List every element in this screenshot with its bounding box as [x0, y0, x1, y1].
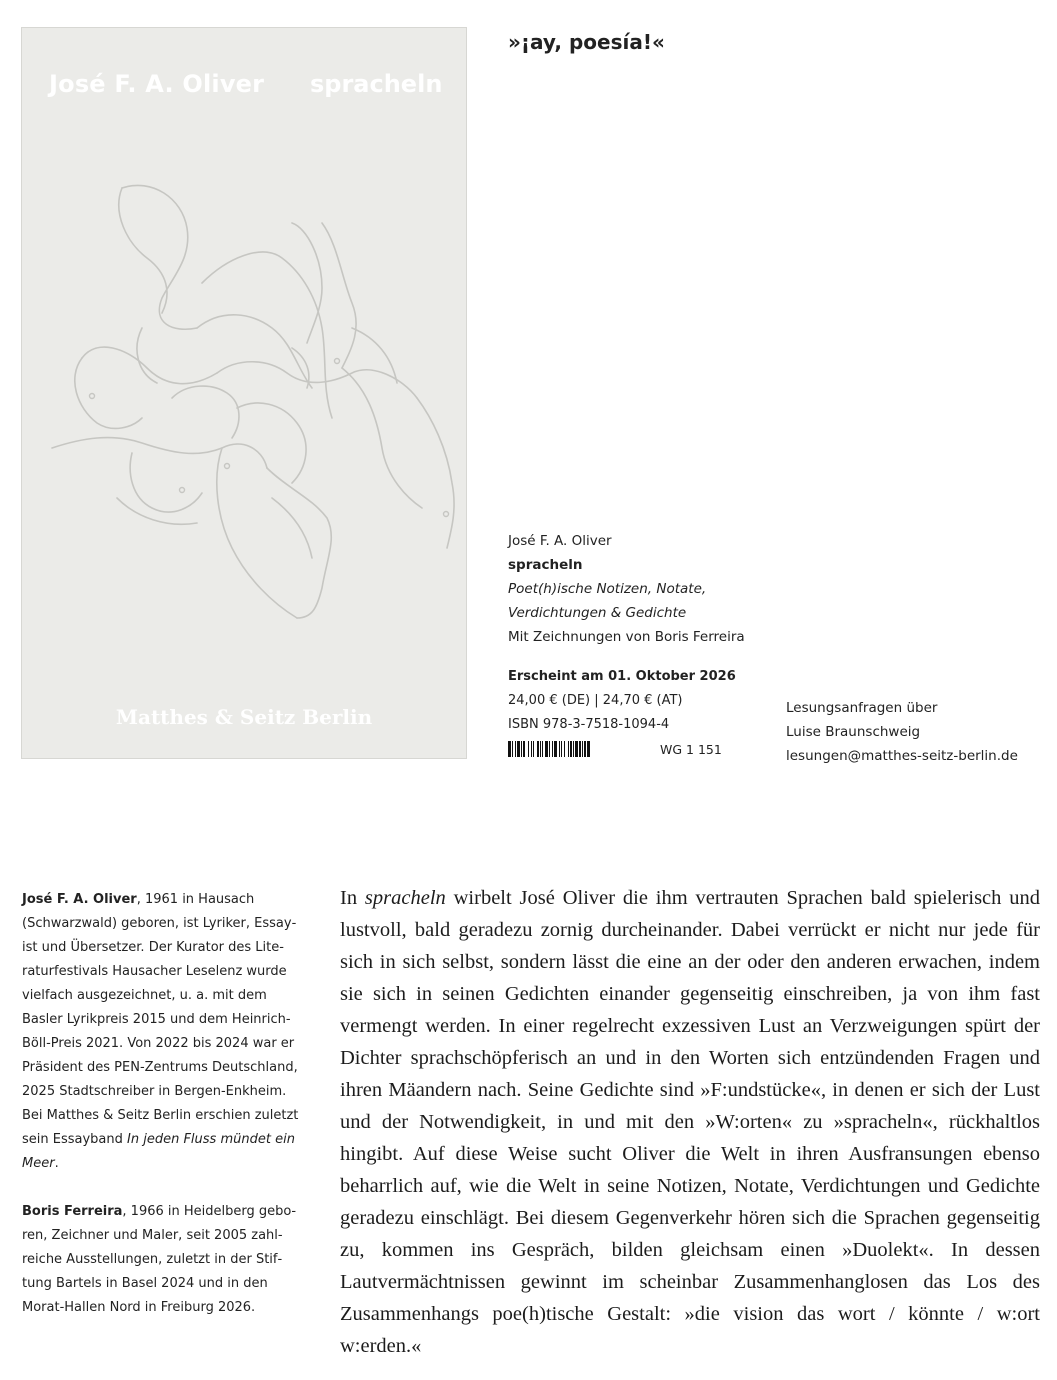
isbn-value: 978-3-7518-1094-4	[542, 717, 670, 732]
description-text: wirbelt José Oliver die ihm vertrauten Sprachen bald spielerisch und lustvoll, bald geradezu zornig durcheinander. Dabei verrückt er nicht nur jede für sich in sich selbst, sondern lässt die eine an der oder den anderen erwachen, indem sie sich in seinen Gedichten einander gegenseitig einschreiben, ja von ihm fast vermengt werden. In einer regelrecht exzessiven Lust an Verzweigungen spürt der Dichter sprachschöpferisch an und in den Worten sich entzündenden Fragen und ihren Mäandern nach. Seine Gedichte sind »F:undstücke«, in denen er sich der Lust und der Notwendigkeit, in und mit den »W:orten« zu »spracheln«, rückhaltlos hingibt. Auf diese Weise sucht Oliver die Welt in ihren Ausfransungen ebenso beharrlich auf, wie die Welt in seine Notizen, Notate, Verdichtungen und Gedichte geradezu einschlägt. Bei diesem Gegenverkehr hören sich die Sprachen gegenseitig zu, kommen ins Gespräch, bilden gleichsam einen »Duolekt«. In dessen Lautvermächtnissen gewinnt im scheinbar Zusammenhanglosen das Los des Zusammenhangs poe(h)tische Gestalt: »die vision das wort / könnte / w:ort w:erden.«	[340, 887, 1040, 1357]
barcode-icon	[508, 741, 652, 757]
book-info	[508, 529, 745, 761]
contact-email[interactable]: lesungen@matthes-seitz-berlin.de	[786, 748, 1018, 764]
price-line	[508, 689, 745, 713]
bio-oliver-name: José F. A. Oliver	[22, 892, 137, 907]
book-cover	[21, 27, 467, 759]
price-separator: |	[594, 693, 603, 708]
biographies	[22, 888, 304, 1344]
wg-code: WG 1 151	[660, 741, 722, 757]
info-subtitle-1: Poet(h)ische Notizen, Notate,	[508, 581, 707, 597]
bio-oliver-text: , 1961 in Hausach (Schwarzwald) geboren, ist Lyriker, Essayist und Übersetzer. Der Kurator des Literaturfestivals Hausacher Leselenz wurde vielfach ausgezeichnet, u. a. mit dem Basler Lyrikpreis 2015 und dem Heinrich-Böll-Preis 2021. Von 2022 bis 2024 war er Präsident des PEN-Zentrums Deutschland, 2025 Stadtschreiber in Bergen-Enkheim. Bei Matthes & Seitz Berlin erschien zuletzt sein Essayband	[22, 892, 299, 1147]
page-heading: »¡ay, poesía!«	[508, 30, 665, 54]
isbn-line	[508, 713, 745, 737]
cover-author: José F. A. Oliver	[49, 70, 265, 98]
info-title: spracheln	[508, 557, 583, 573]
bio-ferreira-text: , 1966 in Heidelberg geboren, Zeichner und Maler, seit 2005 zahlreiche Ausstellungen, zuletzt in der Stiftung Bartels in Basel 2024 und in den Morat-Hallen Nord in Freiburg 2026.	[22, 1204, 297, 1315]
description-lead: In	[340, 887, 365, 909]
price-at: 24,70 € (AT)	[602, 693, 683, 708]
cover-publisher: Matthes & Seitz Berlin	[115, 705, 373, 729]
bio-ferreira	[22, 1200, 304, 1320]
description-title: spracheln	[364, 887, 446, 909]
contact-line-1: Lesungsanfragen über	[786, 700, 938, 716]
book-description	[340, 882, 1040, 1362]
isbn-label: ISBN	[508, 717, 539, 732]
contact-name: Luise Braunschweig	[786, 724, 921, 740]
info-author: José F. A. Oliver	[508, 533, 612, 549]
info-illustrations: Mit Zeichnungen von Boris Ferreira	[508, 629, 745, 645]
bio-oliver	[22, 888, 304, 1176]
bio-oliver-book: In jeden Fluss mündet ein Meer	[22, 1132, 295, 1171]
bio-oliver-end: .	[54, 1156, 59, 1171]
cover-title: spracheln	[310, 70, 443, 98]
release-block	[508, 665, 745, 761]
price-de: 24,00 € (DE)	[508, 693, 591, 708]
barcode-row	[508, 737, 745, 761]
bio-ferreira-name: Boris Ferreira	[22, 1204, 123, 1219]
description-paragraph	[340, 882, 1040, 1362]
line-drawing-figure-icon	[22, 28, 468, 760]
reading-requests	[786, 696, 1018, 768]
info-subtitle-2: Verdichtungen & Gedichte	[508, 605, 687, 621]
release-date: Erscheint am 01. Oktober 2026	[508, 669, 736, 684]
